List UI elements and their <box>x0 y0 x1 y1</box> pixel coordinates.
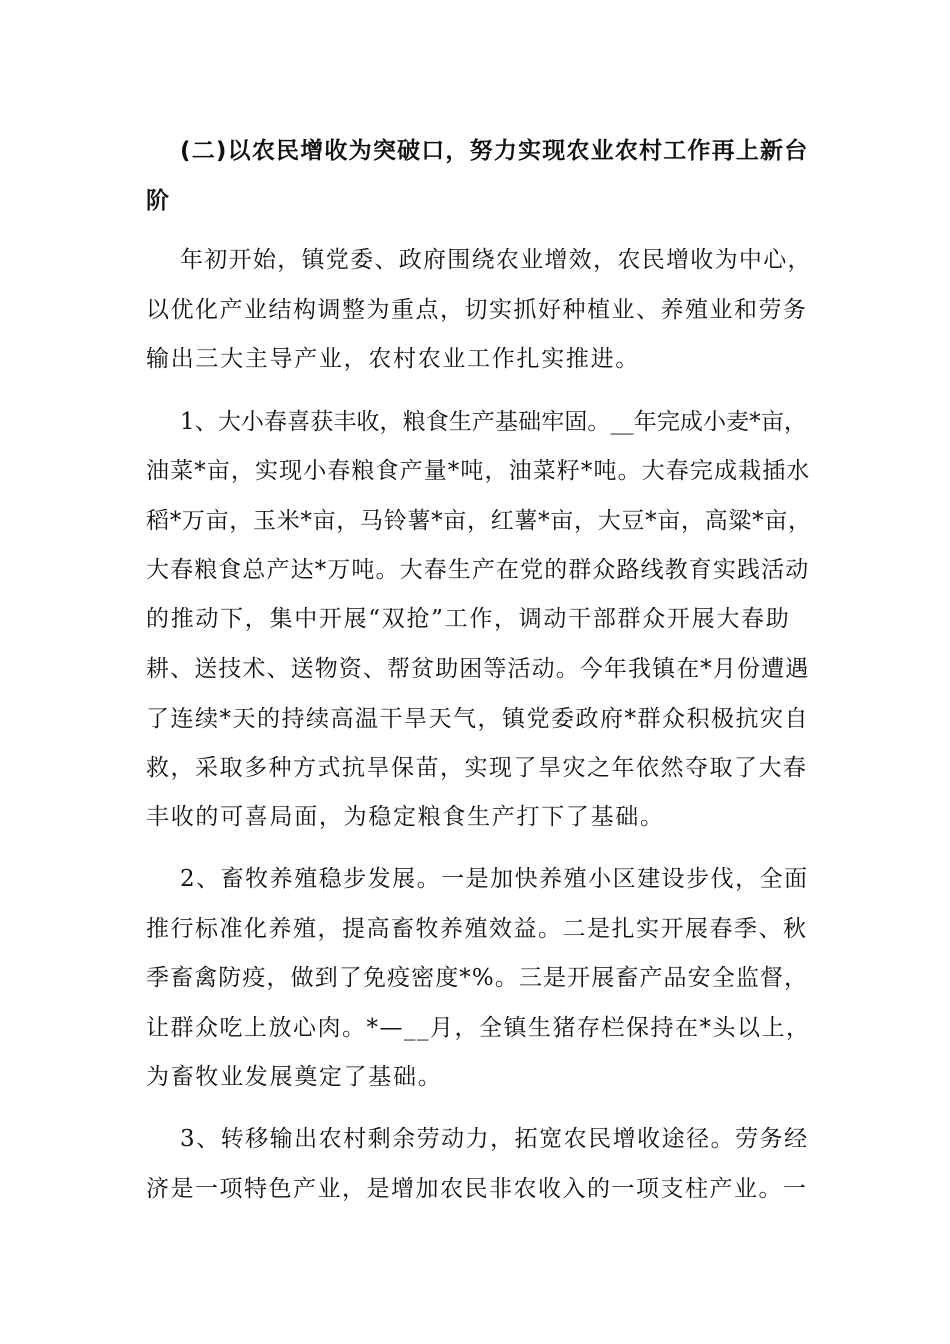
paragraph-2-line-5: 的推动下，集中开展“双抢”工作，调动干部群众开展大春助 <box>146 606 791 632</box>
paragraph-2-line-9: 丰收的可喜局面，为稳定粮食生产打下了基础。 <box>146 804 665 830</box>
paragraph-2-line-1: 1、大小春喜获丰收，粮食生产基础牢固。__年完成小麦*亩， <box>180 409 808 435</box>
paragraph-1-line-1: 年初开始，镇党委、政府围绕农业增效，农民增收为中心， <box>180 247 812 273</box>
paragraph-2-line-7: 了连续*天的持续高温干旱天气，镇党委政府*群众积极抗灾自 <box>146 706 809 732</box>
paragraph-3-line-3: 季畜禽防疫，做到了免疫密度*%。三是开展畜产品安全监督， <box>146 965 809 991</box>
paragraph-3-line-4: 让群众吃上放心肉。*—__月，全镇生猪存栏保持在*头以上， <box>146 1015 811 1041</box>
section-heading-line-2: 阶 <box>146 188 171 214</box>
section-heading-line-1: (二)以农民增收为突破口，努力实现农业农村工作再上新台 <box>180 138 809 164</box>
paragraph-1-line-3: 输出三大主导产业，农村农业工作扎实推进。 <box>146 346 640 372</box>
paragraph-3-line-1: 2、畜牧养殖稳步发展。一是加快养殖小区建设步伐，全面 <box>180 866 809 892</box>
paragraph-2-line-3: 稻*万亩，玉米*亩，马铃薯*亩，红薯*亩，大豆*亩，高粱*亩， <box>146 508 812 534</box>
paragraph-4-line-2: 济是一项特色产业，是增加农民非农收入的一项支柱产业。一 <box>146 1176 808 1202</box>
paragraph-2-line-2: 油菜*亩，实现小春粮食产量*吨，油菜籽*吨。大春完成栽插水 <box>146 458 811 484</box>
paragraph-3-line-5: 为畜牧业发展奠定了基础。 <box>146 1064 443 1090</box>
paragraph-3-line-2: 推行标准化养殖，提高畜牧养殖效益。二是扎实开展春季、秋 <box>146 916 808 942</box>
paragraph-1-line-2: 以优化产业结构调整为重点，切实抓好种植业、养殖业和劳务 <box>146 297 808 323</box>
paragraph-2-line-4: 大春粮食总产达*万吨。大春生产在党的群众路线教育实践活动 <box>146 557 810 583</box>
paragraph-4-line-1: 3、转移输出农村剩余劳动力，拓宽农民增收途径。劳务经 <box>180 1126 809 1152</box>
paragraph-2-line-8: 救，采取多种方式抗旱保苗，实现了旱灾之年依然夺取了大春 <box>146 755 808 781</box>
paragraph-2-line-6: 耕、送技术、送物资、帮贫助困等活动。今年我镇在*月份遭遇 <box>146 656 810 682</box>
